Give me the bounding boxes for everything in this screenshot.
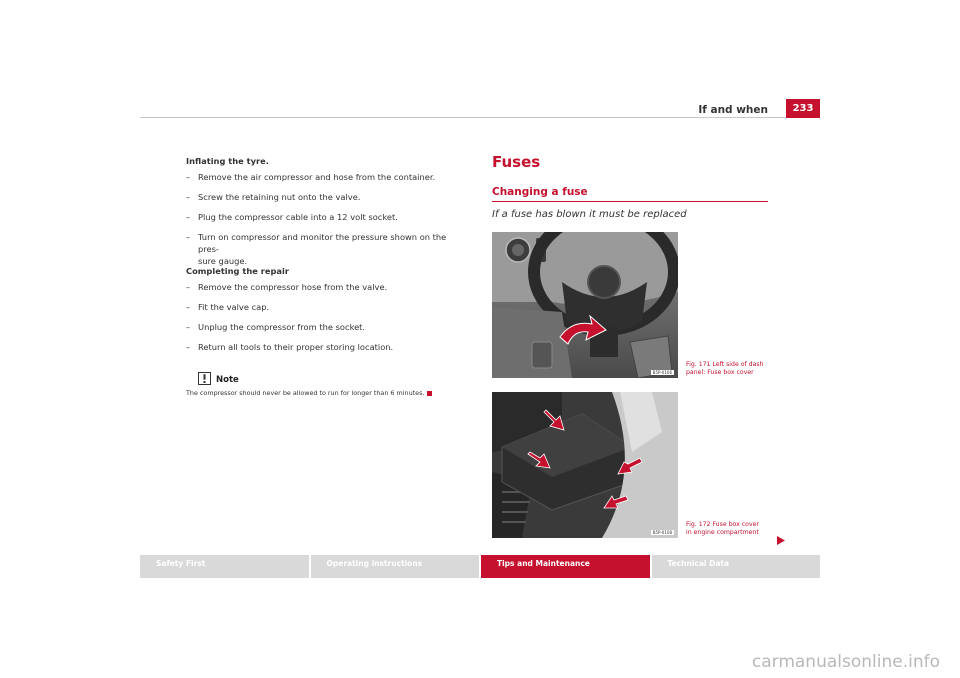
list-dash: – <box>186 212 191 222</box>
list-dash: – <box>186 192 191 202</box>
section-end-marker <box>427 391 432 396</box>
list-item-text: Unplug the compressor from the socket. <box>198 322 366 332</box>
list-item <box>186 321 466 333</box>
header-title: If and when <box>698 104 768 116</box>
footer-tab-technical-data[interactable]: Technical Data <box>652 555 821 578</box>
list-dash: – <box>186 302 191 312</box>
note-icon <box>198 370 211 383</box>
footer-tab-safety-first[interactable]: Safety First <box>140 555 309 578</box>
footer-tab-operating-instructions[interactable]: Operating instructions <box>311 555 480 578</box>
section-rule <box>492 201 768 202</box>
chapter-title: Fuses <box>492 153 541 171</box>
list-item-text: Remove the compressor hose from the valve. <box>198 282 388 292</box>
figure-caption <box>686 521 768 537</box>
header-rule <box>140 117 820 118</box>
list-dash: – <box>186 322 191 332</box>
inflate-intro: Inflating the tyre. <box>186 156 269 166</box>
watermark: carmanualsonline.info <box>751 652 940 672</box>
list-item-text-cont: sure gauge. <box>198 256 248 266</box>
figure-caption-line: in engine compartment <box>686 529 759 536</box>
footer-tab-tips-and-maintenance[interactable]: Tips and Maintenance <box>481 555 650 578</box>
list-dash: – <box>186 172 191 182</box>
completing-title: Completing the repair <box>186 266 289 276</box>
list-item-text: Return all tools to their proper storing location. <box>198 342 394 352</box>
list-dash: – <box>186 232 191 242</box>
list-item <box>186 171 466 183</box>
figure-code: B5P-0106 <box>652 370 672 375</box>
footer-nav <box>140 555 820 578</box>
figure-dash-fuse-cover <box>492 232 678 378</box>
list-item <box>186 341 466 353</box>
figure-caption <box>686 361 768 377</box>
list-item-text: Plug the compressor cable into a 12 volt socket. <box>198 212 398 222</box>
list-dash: – <box>186 282 191 292</box>
note-text-content: The compressor should never be allowed to run for longer than 6 minutes. <box>186 389 425 397</box>
list-item-text: Screw the retaining nut onto the valve. <box>198 192 361 202</box>
section-intro: If a fuse has blown it must be replaced <box>492 209 687 220</box>
list-item <box>186 281 466 293</box>
page-number: 233 <box>786 99 820 118</box>
note-label: Note <box>216 375 239 385</box>
figure-code: B5P-0108 <box>652 530 672 535</box>
figure-caption-line: Fig. 172 Fuse box cover <box>686 521 759 528</box>
list-item <box>186 231 466 267</box>
figure-caption-line: panel: Fuse box cover <box>686 369 754 376</box>
list-item <box>186 211 466 223</box>
list-dash: – <box>186 342 191 352</box>
list-item-text: Fit the valve cap. <box>198 302 270 312</box>
figure-caption-line: Fig. 171 Left side of dash <box>686 361 764 368</box>
list-item <box>186 191 466 203</box>
next-page-arrow-icon[interactable] <box>777 530 785 549</box>
list-item-text: Remove the air compressor and hose from the container. <box>198 172 436 182</box>
list-item-text: Turn on compressor and monitor the pressure shown on the pres- <box>198 232 447 254</box>
note-text <box>186 389 476 397</box>
figure-engine-fuse-box <box>492 392 678 538</box>
section-title: Changing a fuse <box>492 186 588 198</box>
list-item <box>186 301 466 313</box>
